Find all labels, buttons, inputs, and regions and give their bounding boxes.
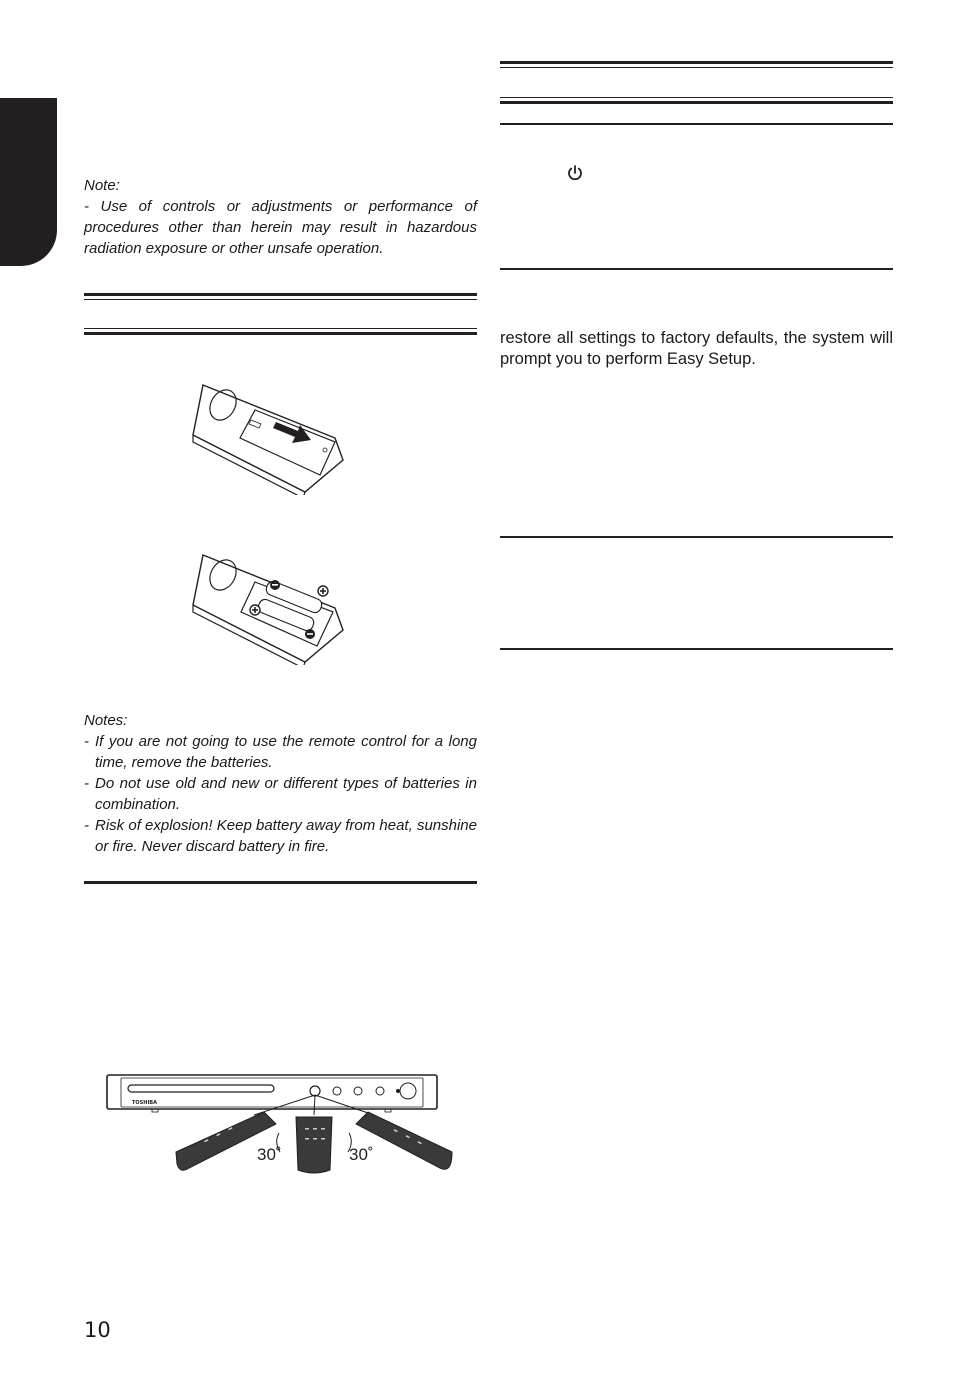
- page-number: 10: [84, 1318, 111, 1342]
- section-rule: [84, 299, 477, 300]
- section-rule: [500, 536, 893, 538]
- section-rule: [84, 293, 477, 296]
- power-icon: [566, 164, 584, 182]
- note-body: - Use of controls or adjustments or performance of procedures other than herein may result in hazardous radiation exposure or other unsafe operation.: [84, 198, 477, 257]
- restore-defaults-text: restore all settings to factory defaults, the system will prompt you to perform Easy Setup.: [500, 329, 893, 368]
- angle-label-right: 30˚: [349, 1145, 374, 1164]
- section-rule: [500, 61, 893, 64]
- section-rule: [84, 881, 477, 884]
- remote-range-illustration: [104, 1070, 454, 1180]
- notes-list: [84, 731, 477, 857]
- list-item: - Do not use old and new or different types of batteries in combination.: [84, 775, 477, 813]
- section-rule: [500, 67, 893, 68]
- power-led: [396, 1089, 400, 1093]
- battery-insert-illustration: [185, 550, 350, 665]
- section-rule: [500, 268, 893, 270]
- list-item: - If you are not going to use the remote control for a long time, remove the batteries.: [84, 733, 477, 771]
- battery-cover-illustration: [185, 380, 350, 495]
- section-rule: [500, 101, 893, 104]
- note-title: Note:: [84, 177, 120, 194]
- section-rule: [500, 97, 893, 98]
- section-rule: [84, 332, 477, 335]
- language-tab: [0, 98, 57, 266]
- brand-logo: TOSHIBA: [132, 1100, 157, 1106]
- list-item: - Risk of explosion! Keep battery away from heat, sunshine or fire. Never discard battery in fire.: [84, 817, 477, 855]
- angle-label-left: 30˚: [257, 1145, 282, 1164]
- section-rule: [84, 328, 477, 329]
- section-rule: [500, 123, 893, 125]
- remote-control-center: [296, 1117, 332, 1173]
- section-rule: [500, 648, 893, 650]
- notes-title: Notes:: [84, 712, 128, 729]
